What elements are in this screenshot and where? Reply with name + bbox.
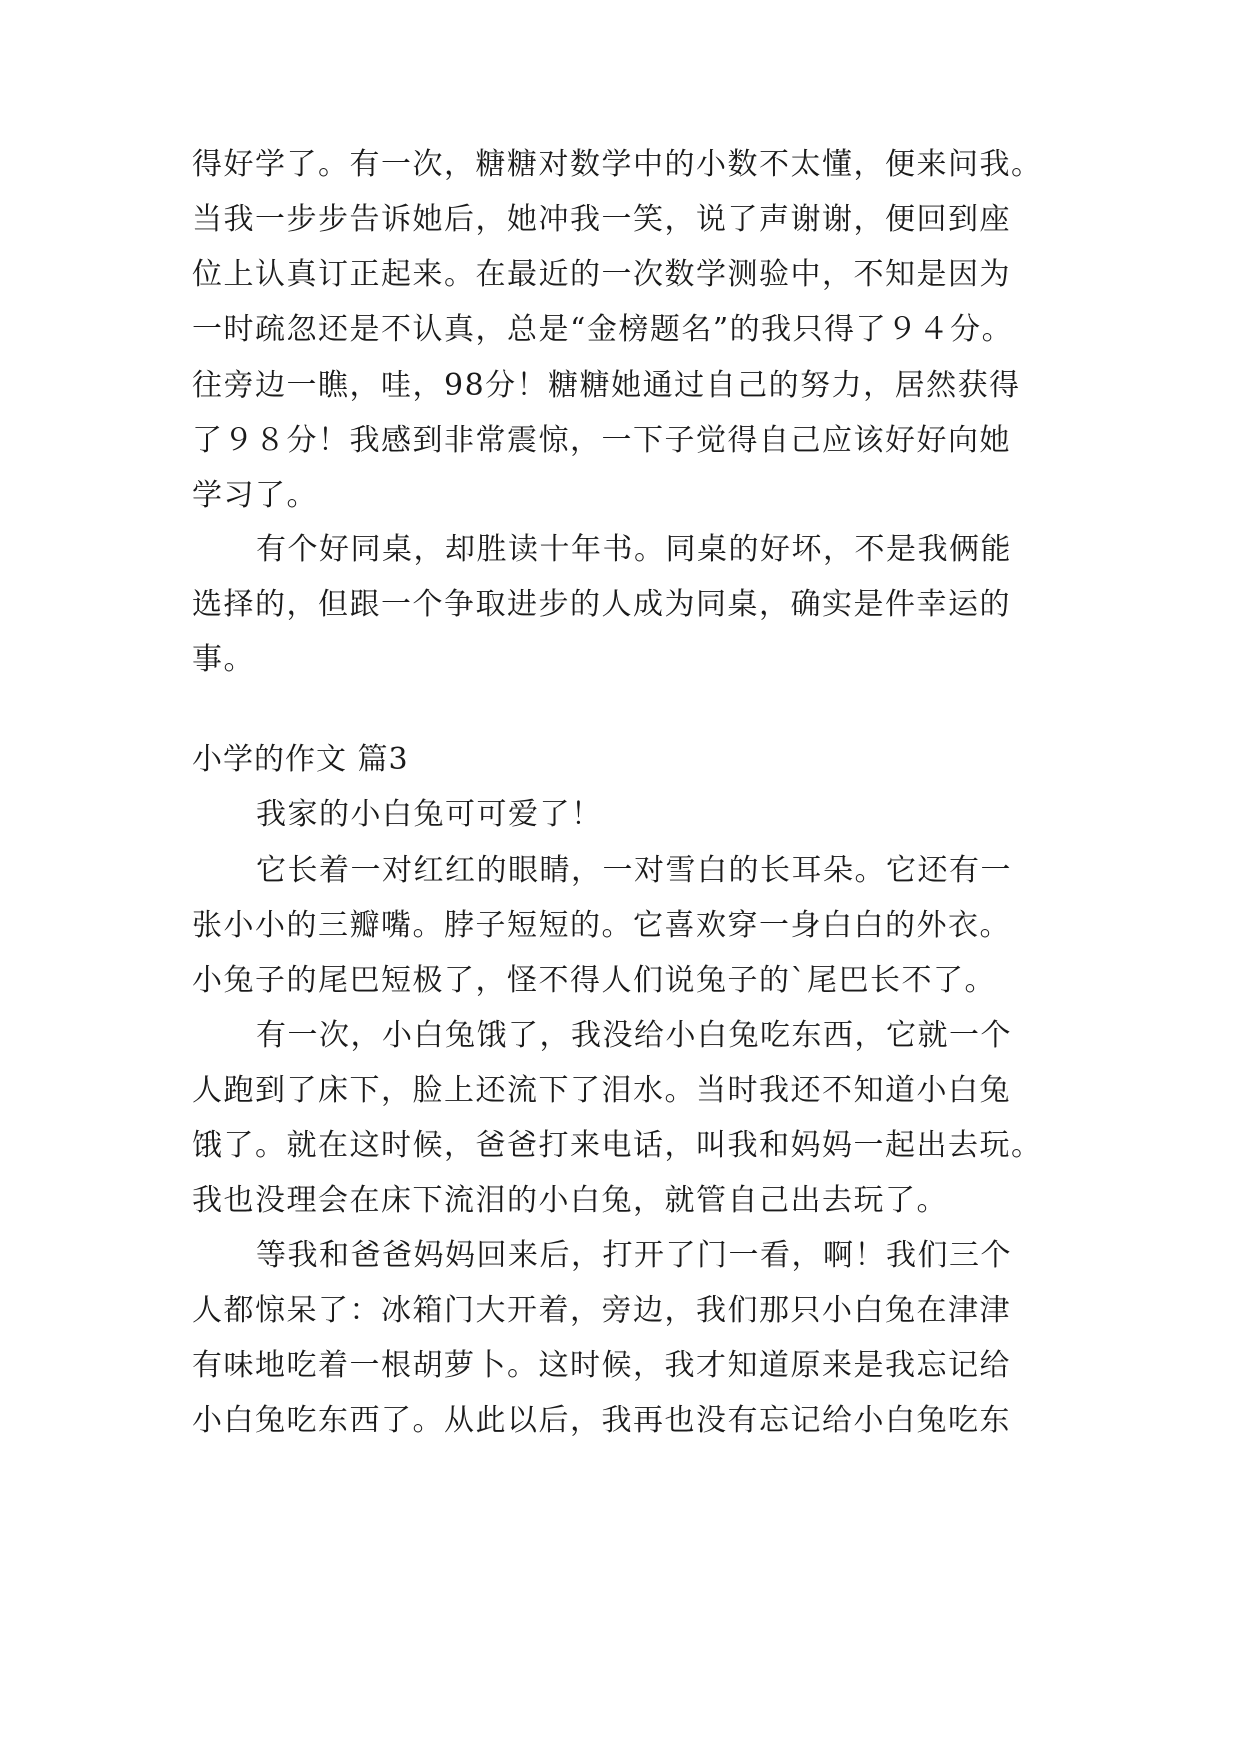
paragraph-line: 人都惊呆了：冰箱门大开着，旁边，我们那只小白兔在津津	[192, 1293, 1011, 1328]
paragraph-line: 它长着一对红红的眼睛，一对雪白的长耳朵。它还有一	[256, 853, 1012, 888]
paragraph-line: 我也没理会在床下流泪的小白兔，就管自己出去玩了。	[192, 1183, 948, 1218]
paragraph-line: 小兔子的尾巴短极了，怪不得人们说兔子的`尾巴长不了。	[192, 963, 996, 998]
essay-title: 小学的作文 篇3	[192, 742, 409, 777]
paragraph-line: 有一次，小白兔饿了，我没给小白兔吃东西，它就一个	[256, 1018, 1012, 1053]
paragraph-line: 有个好同桌，却胜读十年书。同桌的好坏，不是我俩能	[256, 532, 1012, 567]
paragraph-line: 了９８分！我感到非常震惊，一下子觉得自己应该好好向她	[192, 423, 1011, 458]
paragraph-line: 人跑到了床下，脸上还流下了泪水。当时我还不知道小白兔	[192, 1073, 1011, 1108]
paragraph-line: 当我一步步告诉她后，她冲我一笑，说了声谢谢，便回到座	[192, 202, 1011, 237]
paragraph-line: 饿了。就在这时候，爸爸打来电话，叫我和妈妈一起出去玩。	[192, 1128, 1043, 1163]
paragraph-line: 我家的小白兔可可爱了！	[256, 797, 603, 832]
paragraph-line: 选择的，但跟一个争取进步的人成为同桌，确实是件幸运的	[192, 587, 1011, 622]
paragraph-line: 往旁边一瞧，哇，98分！糖糖她通过自己的努力，居然获得	[192, 368, 1021, 403]
paragraph-line: 位上认真订正起来。在最近的一次数学测验中，不知是因为	[192, 257, 1011, 292]
paragraph-line: 等我和爸爸妈妈回来后，打开了门一看，啊！我们三个	[256, 1238, 1012, 1273]
paragraph-line: 事。	[192, 642, 255, 677]
paragraph-line: 学习了。	[192, 478, 318, 513]
paragraph-line: 张小小的三瓣嘴。脖子短短的。它喜欢穿一身白白的外衣。	[192, 908, 1011, 943]
paragraph-line: 一时疏忽还是不认真，总是“金榜题名”的我只得了９４分。	[192, 312, 1014, 347]
paragraph-line: 得好学了。有一次，糖糖对数学中的小数不太懂，便来问我。	[192, 147, 1043, 182]
paragraph-line: 有味地吃着一根胡萝卜。这时候，我才知道原来是我忘记给	[192, 1348, 1011, 1383]
paragraph-line: 小白兔吃东西了。从此以后，我再也没有忘记给小白兔吃东	[192, 1403, 1011, 1438]
